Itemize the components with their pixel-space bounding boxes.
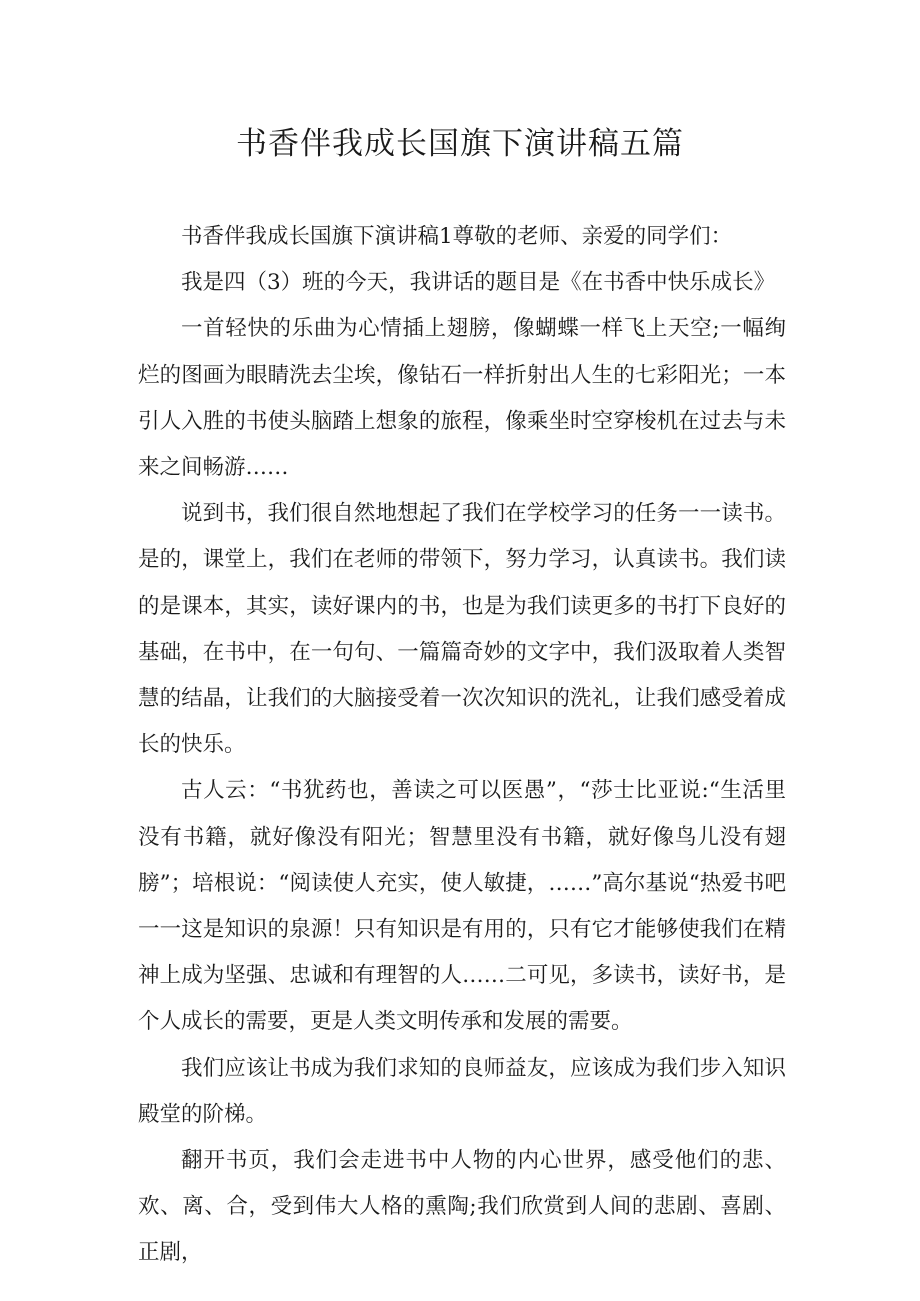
paragraph-5: 古人云：“书犹药也，善读之可以医愚”，“莎士比亚说:“生活里没有书籍，就好像没有阳光；智慧里没有书籍，就好像鸟儿没有翅膀”；培根说：“阅读使人充实，使人敏捷，……”高尔基说“热爱书吧一一这是知识的泉源！只有知识是有用的，只有它才能够使我们在精神上成为坚强、忠诚和有理智的人……二可见，多读书，读好书，是个人成长的需要，更是人类文明传承和发展的需要。 [138, 778, 786, 1035]
paragraph-3: 一首轻快的乐曲为心情插上翅膀，像蝴蝶一样飞上天空;一幅绚烂的图画为眼睛洗去尘埃，像钻石一样折射出人生的七彩阳光；一本引人入胜的书使头脑踏上想象的旅程，像乘坐时空穿梭机在过去与未来之间畅游…… [138, 316, 786, 481]
document-body [138, 214, 786, 1277]
document-title: 书香伴我成长国旗下演讲稿五篇 [236, 126, 684, 162]
paragraph-6: 我们应该让书成为我们求知的良师益友，应该成为我们步入知识殿堂的阶梯。 [138, 1055, 786, 1127]
paragraph-4: 说到书，我们很自然地想起了我们在学校学习的任务一一读书。是的，课堂上，我们在老师的带领下，努力学习，认真读书。我们读的是课本，其实，读好课内的书，也是为我们读更多的书打下良好的基础，在书中，在一句句、一篇篇奇妙的文字中，我们汲取着人类智慧的结晶，让我们的大脑接受着一次次知识的洗礼，让我们感受着成长的快乐。 [138, 501, 786, 758]
paragraph-1: 书香伴我成长国旗下演讲稿1尊敬的老师、亲爱的同学们： [181, 224, 733, 249]
paragraph-2: 我是四（3）班的今天，我讲话的题目是《在书香中快乐成长》 [181, 270, 776, 296]
paragraph-7: 翻开书页，我们会走进书中人物的内心世界，感受他们的悲、欢、离、合，受到伟大人格的熏陶;我们欣赏到人间的悲剧、喜剧、正剧， [138, 1148, 786, 1266]
